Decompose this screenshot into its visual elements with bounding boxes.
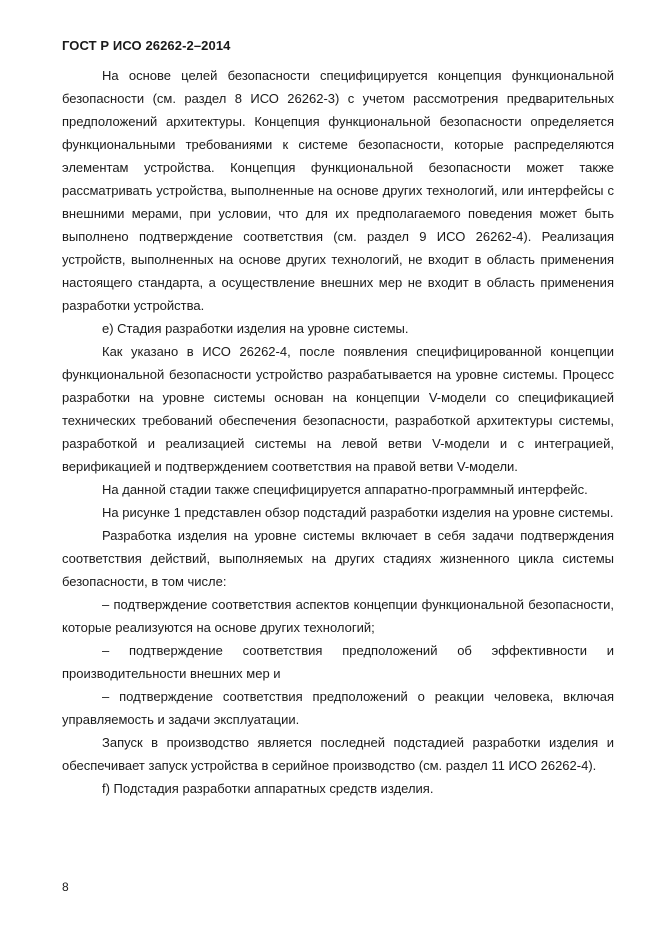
paragraph-hardware-software-interface: На данной стадии также специфицируется аппаратно-программный интерфейс. — [102, 482, 588, 497]
paragraph-release-for-production: Запуск в производство является последней подстадией разработки изделия и обеспечивает запуск устройства в серийное производство (см. раздел 11 ИСО 26262-4). — [62, 735, 614, 773]
document-body — [62, 64, 614, 800]
list-item-other-technologies: – подтверждение соответствия аспектов концепции функциональной безопасности, которые реализуются на основе других технологий; — [62, 597, 614, 635]
paragraph-validation-tasks: Разработка изделия на уровне системы включает в себя задачи подтверждения соответствия действий, выполняемых на других стадиях жизненного цикла системы безопасности, в том числе: — [62, 528, 614, 589]
paragraph-stage-e-heading: е) Стадия разработки изделия на уровне системы. — [102, 321, 409, 336]
list-item-external-measures: – подтверждение соответствия предположений об эффективности и производительности внешних мер и — [62, 643, 614, 681]
document-header: ГОСТ Р ИСО 26262-2–2014 — [62, 38, 231, 53]
paragraph-functional-safety-concept: На основе целей безопасности специфицируется концепция функциональной безопасности (см. раздел 8 ИСО 26262-3) с учетом рассмотрения предварительных предположений архитектуры. Концепция функциональной безопасности определяется функциональными требованиями к системе безопасности, которые распределяются элементам устройства. Концепция функциональной безопасности может также рассматривать устройства, выполненные на основе других технологий, или интерфейсы с внешними мерами, при условии, что для их предполагаемого поведения может быть выполнено подтверждение соответствия (см. раздел 9 ИСО 26262-4). Реализация устройств, выполненных на основе других технологий, не входит в область применения настоящего стандарта, а осуществление внешних мер не входит в область применения разработки устройства. — [62, 68, 614, 313]
paragraph-figure-1-reference: На рисунке 1 представлен обзор подстадий разработки изделия на уровне системы. — [102, 505, 614, 520]
list-item-human-reaction: – подтверждение соответствия предположений о реакции человека, включая управляемость и задачи эксплуатации. — [62, 689, 614, 727]
paragraph-system-level-development: Как указано в ИСО 26262-4, после появления специфицированной концепции функциональной безопасности устройство разрабатывается на уровне системы. Процесс разработки на уровне системы основан на концепции V-модели со спецификацией технических требований обеспечения безопасности, разработкой архитектуры системы, разработкой и реализацией системы на левой ветви V-модели и с интеграцией, верификацией и подтверждением соответствия на правой ветви V-модели. — [62, 344, 614, 474]
paragraph-substage-f-heading: f) Подстадия разработки аппаратных средств изделия. — [102, 781, 434, 796]
page-number: 8 — [62, 880, 69, 894]
